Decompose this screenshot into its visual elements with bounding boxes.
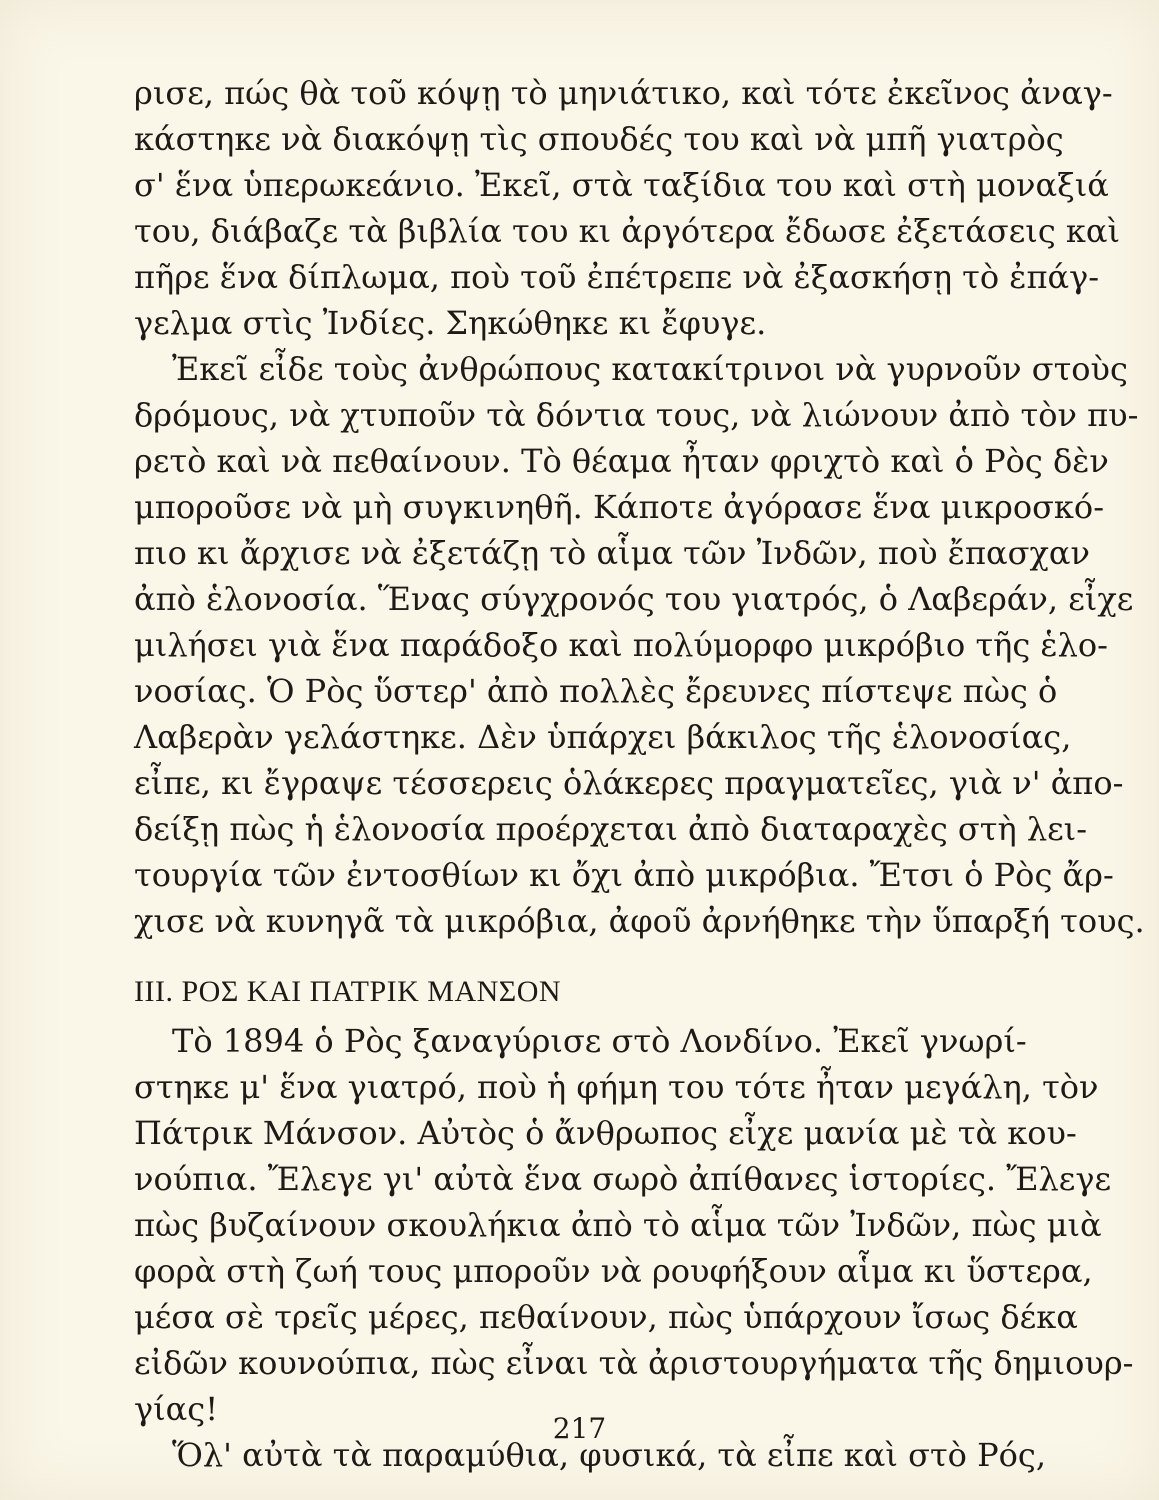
text-line: μποροῦσε νὰ μὴ συγκινηθῆ. Κάποτε ἀγόρασε ἕνα μικροσκό- — [134, 488, 1104, 526]
text-line: Λαβερὰν γελάστηκε. Δὲν ὑπάρχει βάκιλος τῆς ἑλονοσίας, — [134, 718, 1072, 756]
text-line: εἰδῶν κουνούπια, πὼς εἶναι τὰ ἀριστουργήματα τῆς δημιουρ- — [134, 1344, 1134, 1382]
text-line: φορὰ στὴ ζωή τους μποροῦν νὰ ρουφήξουν αἷμα κι ὕστερα, — [134, 1252, 1093, 1290]
text-line: τουργία τῶν ἐντοσθίων κι ὄχι ἀπὸ μικρόβια. Ἔτσι ὁ Ρὸς ἄρ- — [134, 856, 1114, 894]
text-line: ἀπὸ ἑλονοσία. Ἕνας σύγχρονός του γιατρός, ὁ Λαβεράν, εἶχε — [134, 580, 1134, 618]
page-body — [134, 70, 1145, 1478]
text-line: στηκε μ' ἕνα γιατρό, ποὺ ἡ φήμη του τότε ἦταν μεγάλη, τὸν — [134, 1068, 1099, 1106]
text-line: δρόμους, νὰ χτυποῦν τὰ δόντια τους, νὰ λιώνουν ἀπὸ τὸν πυ- — [134, 396, 1139, 434]
text-line: πῆρε ἕνα δίπλωμα, ποὺ τοῦ ἐπέτρεπε νὰ ἐξασκήσῃ τὸ ἐπάγ- — [134, 258, 1100, 296]
text-line: Ὅλ' αὐτὰ τὰ παραμύθια, φυσικά, τὰ εἶπε καὶ στὸ Ρός, — [172, 1436, 1046, 1474]
text-line: χισε νὰ κυνηγᾶ τὰ μικρόβια, ἀφοῦ ἀρνήθηκε τὴν ὕπαρξή τους. — [134, 902, 1145, 940]
section-before-heading — [134, 70, 1145, 944]
text-line: Πάτρικ Μάνσον. Αὐτὸς ὁ ἄνθρωπος εἶχε μανία μὲ τὰ κου- — [134, 1114, 1077, 1152]
text-line: ρισε, πώς θὰ τοῦ κόψῃ τὸ μηνιάτικο, καὶ τότε ἐκεῖνος ἀναγ- — [134, 74, 1113, 112]
text-line: πιο κι ἄρχισε νὰ ἐξετάζῃ τὸ αἷμα τῶν Ἰνδῶν, ποὺ ἔπασχαν — [134, 534, 1090, 572]
text-line: Ἐκεῖ εἶδε τοὺς ἀνθρώπους κατακίτρινοι νὰ γυρνοῦν στοὺς — [172, 350, 1128, 388]
paragraph — [134, 346, 1145, 944]
text-line: πὼς βυζαίνουν σκουλήκια ἀπὸ τὸ αἷμα τῶν Ἰνδῶν, πὼς μιὰ — [134, 1206, 1102, 1244]
text-line: ρετὸ καὶ νὰ πεθαίνουν. Τὸ θέαμα ἦταν φριχτὸ καὶ ὁ Ρὸς δὲν — [134, 442, 1109, 480]
paragraph — [134, 70, 1121, 346]
section-heading: ΙΙΙ. ΡΟΣ ΚΑΙ ΠΑΤΡΙΚ ΜΑΝΣΟΝ — [134, 975, 562, 1008]
text-line: μιλήσει γιὰ ἕνα παράδοξο καὶ πολύμορφο μικρόβιο τῆς ἑλο- — [134, 626, 1108, 664]
text-line: νοσίας. Ὁ Ρὸς ὕστερ' ἀπὸ πολλὲς ἔρευνες πίστεψε πὼς ὁ — [134, 672, 1058, 710]
text-line: γελμα στὶς Ἰνδίες. Σηκώθηκε κι ἔφυγε. — [134, 304, 767, 342]
text-line: γίας! — [134, 1390, 219, 1428]
text-line: σ' ἕνα ὑπερωκεάνιο. Ἐκεῖ, στὰ ταξίδια του καὶ στὴ μοναξιά — [134, 166, 1109, 204]
text-line: μέσα σὲ τρεῖς μέρες, πεθαίνουν, πὼς ὑπάρχουν ἴσως δέκα — [134, 1298, 1078, 1336]
text-line: του, διάβαζε τὰ βιβλία του κι ἀργότερα ἔδωσε ἐξετάσεις καὶ — [134, 212, 1121, 250]
text-line: εἶπε, κι ἔγραψε τέσσερεις ὁλάκερες πραγματεῖες, γιὰ ν' ἀπο- — [134, 764, 1124, 802]
text-line: κάστηκε νὰ διακόψῃ τὶς σπουδές του καὶ νὰ μπῆ γιατρὸς — [134, 120, 1064, 158]
text-line: δείξῃ πὼς ἡ ἑλονοσία προέρχεται ἀπὸ διαταραχὲς στὴ λει- — [134, 810, 1088, 848]
text-line: Τὸ 1894 ὁ Ρὸς ξαναγύρισε στὸ Λονδίνο. Ἐκεῖ γνωρί- — [172, 1022, 1027, 1060]
section-after-heading — [134, 1018, 1134, 1478]
page-number: 217 — [552, 1412, 607, 1445]
paragraph — [134, 1018, 1134, 1432]
text-line: νούπια. Ἔλεγε γι' αὐτὰ ἕνα σωρὸ ἀπίθανες ἱστορίες. Ἔλεγε — [134, 1160, 1112, 1198]
